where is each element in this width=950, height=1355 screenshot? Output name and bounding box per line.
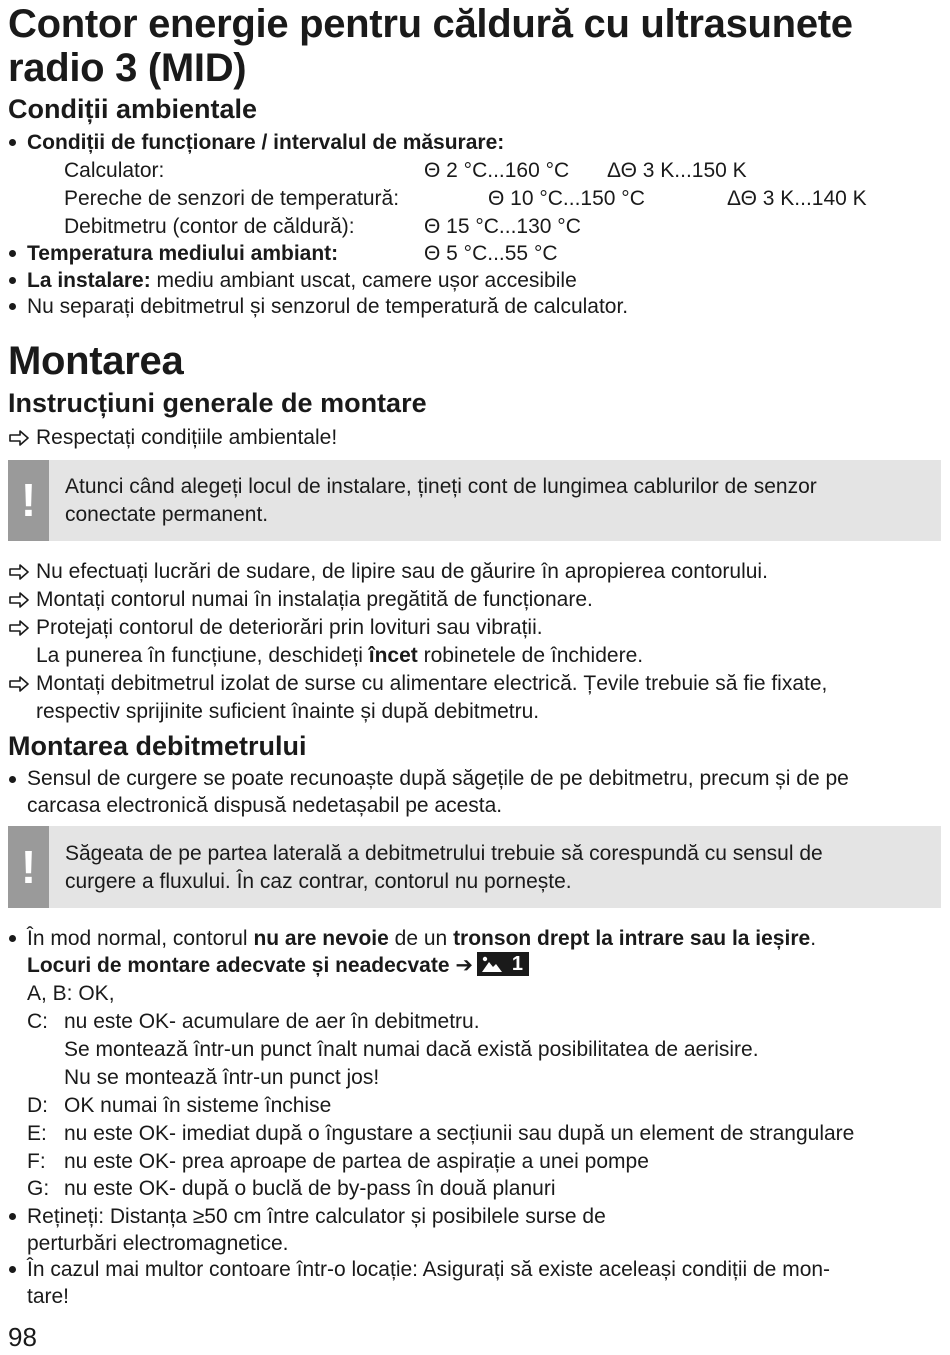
em-distance-line1: Rețineți: Distanța ≥50 cm între calculator și posibilele surse de <box>27 1205 606 1228</box>
location-e-letter: E: <box>27 1122 47 1145</box>
startup-instruction <box>36 642 643 669</box>
flowmeter-label: Debitmetru (contor de căldură): <box>64 215 355 238</box>
warning-direction-line2: curgere a fluxului. În caz contrar, contorul nu pornește. <box>65 870 572 893</box>
ambient-temp-range: Θ 5 °C...55 °C <box>424 242 558 265</box>
multiple-meters-line1: În cazul mai multor contoare într-o locație: Asigurați să existe aceleași condiții de mon- <box>27 1258 831 1281</box>
location-c-line2: Se montează într-un punct înalt numai dacă există posibilitatea de aerisire. <box>64 1038 759 1061</box>
location-c-letter: C: <box>27 1010 48 1033</box>
calculator-label: Calculator: <box>64 159 165 182</box>
location-ab: A, B: OK, <box>27 982 115 1005</box>
locations-reference <box>27 952 529 979</box>
sensor-pair-label: Pereche de senzori de temperatură: <box>64 187 400 210</box>
location-c-line3: Nu se montează într-un punct jos! <box>64 1066 380 1089</box>
mounting-heading: Montarea <box>8 339 184 383</box>
startup-post: robinetele de închidere. <box>417 644 644 667</box>
calculator-temp-range: Θ 2 °C...160 °C <box>424 159 570 182</box>
page-title-line2: radio 3 (MID) <box>8 46 247 90</box>
bullet-icon <box>7 935 17 945</box>
location-d-text: OK numai în sisteme închise <box>64 1094 332 1117</box>
bullet-icon <box>7 776 17 786</box>
hollow-arrow-icon <box>8 676 30 692</box>
no-welding: Nu efectuați lucrări de sudare, de lipire sau de găurire în apropierea contorului. <box>36 560 768 583</box>
flowmeter-temp-range: Θ 15 °C...130 °C <box>424 215 581 238</box>
figure-badge[interactable] <box>477 952 529 976</box>
normal-bold2: tronson drept la intrare sau la ieșire <box>453 927 811 950</box>
calculator-delta-range: ΔΘ 3 K...150 K <box>607 159 747 182</box>
figure-number: 1 <box>511 953 523 975</box>
multiple-meters-line2: tare! <box>27 1285 70 1308</box>
location-c-line1: nu este OK- acumulare de aer în debitmetru. <box>64 1010 480 1033</box>
env-heading: Condiții ambientale <box>8 94 258 124</box>
isolated-mounting-line2: respectiv sprijinite suficient înainte și după debitmetru. <box>36 700 540 723</box>
warning-box-cables <box>8 460 941 541</box>
location-e-text: nu este OK- imediat după o îngustare a secțiunii sau după un element de strangulare <box>64 1122 855 1145</box>
warning-direction-line1: Săgeata de pe partea laterală a debitmetrului trebuie să corespundă cu sensul de <box>65 842 823 865</box>
install-label: La instalare: <box>27 269 151 292</box>
normal-mid: de un <box>388 927 454 950</box>
bullet-icon <box>7 277 17 287</box>
hollow-arrow-icon <box>8 592 30 608</box>
warning-box-direction <box>8 826 941 908</box>
flow-direction-line2: carcasa electronică dispusă nedetașabil pe acesta. <box>27 794 503 817</box>
bullet-icon <box>7 1266 17 1276</box>
general-instructions-heading: Instrucțiuni generale de montare <box>8 388 427 418</box>
install-text: mediu ambiant uscat, camere ușor accesibile <box>150 269 577 292</box>
observe-conditions: Respectați condițiile ambientale! <box>36 426 338 449</box>
em-distance-line2: perturbări electromagnetice. <box>27 1232 289 1255</box>
exclamation-icon: ! <box>8 826 49 908</box>
sensor-temp-range: Θ 10 °C...150 °C <box>488 187 645 210</box>
normal-bold1: nu are nevoie <box>253 927 389 950</box>
right-arrow-icon: ➔ <box>455 954 473 977</box>
warning-cables-line1: Atunci când alegeți locul de instalare, țineți cont de lungimea cablurilor de senzor <box>65 475 817 498</box>
location-f-letter: F: <box>27 1150 46 1173</box>
warning-cables-line2: conectate permanent. <box>65 503 269 526</box>
do-not-separate: Nu separați debitmetrul și senzorul de temperatură de calculator. <box>27 295 629 318</box>
location-f-text: nu este OK- prea aproape de partea de aspirație a unei pompe <box>64 1150 649 1173</box>
normal-pre: În mod normal, contorul <box>27 927 254 950</box>
operating-conditions-label: Condiții de funcționare / intervalul de măsurare: <box>27 131 505 154</box>
page-number: 98 <box>8 1322 37 1352</box>
flow-direction-line1: Sensul de curgere se poate recunoaște după săgețile de pe debitmetru, precum și de pe <box>27 767 849 790</box>
isolated-mounting-line1: Montați debitmetrul izolat de surse cu alimentare electrică. Țevile trebuie să fie fixate, <box>36 672 828 695</box>
mount-ready-installation: Montați contorul numai în instalația pregătită de funcționare. <box>36 588 593 611</box>
bullet-icon <box>7 250 17 260</box>
location-g-text: nu este OK- după o buclă de by-pass în două planuri <box>64 1177 556 1200</box>
ambient-temp-label: Temperatura mediului ambiant: <box>27 242 339 265</box>
bullet-icon <box>7 139 17 149</box>
page-title-line1: Contor energie pentru căldură cu ultrasunete <box>8 2 853 46</box>
hollow-arrow-icon <box>8 430 30 446</box>
normal-end: . <box>810 927 817 950</box>
bullet-icon <box>7 303 17 313</box>
install-condition <box>27 267 577 294</box>
exclamation-icon: ! <box>8 460 49 541</box>
startup-bold: încet <box>368 644 418 667</box>
bullet-icon <box>7 1213 17 1223</box>
locations-label: Locuri de montare adecvate și neadecvate <box>27 954 450 977</box>
image-icon <box>481 955 503 973</box>
straight-section-note <box>27 925 816 952</box>
flowmeter-mounting-heading: Montarea debitmetrului <box>8 731 307 761</box>
location-g-letter: G: <box>27 1177 50 1200</box>
hollow-arrow-icon <box>8 564 30 580</box>
hollow-arrow-icon <box>8 620 30 636</box>
protect-meter: Protejați contorul de deteriorări prin lovituri sau vibrații. <box>36 616 543 639</box>
sensor-delta-range: ΔΘ 3 K...140 K <box>727 187 867 210</box>
location-d-letter: D: <box>27 1094 48 1117</box>
startup-pre: La punerea în funcțiune, deschideți <box>36 644 369 667</box>
